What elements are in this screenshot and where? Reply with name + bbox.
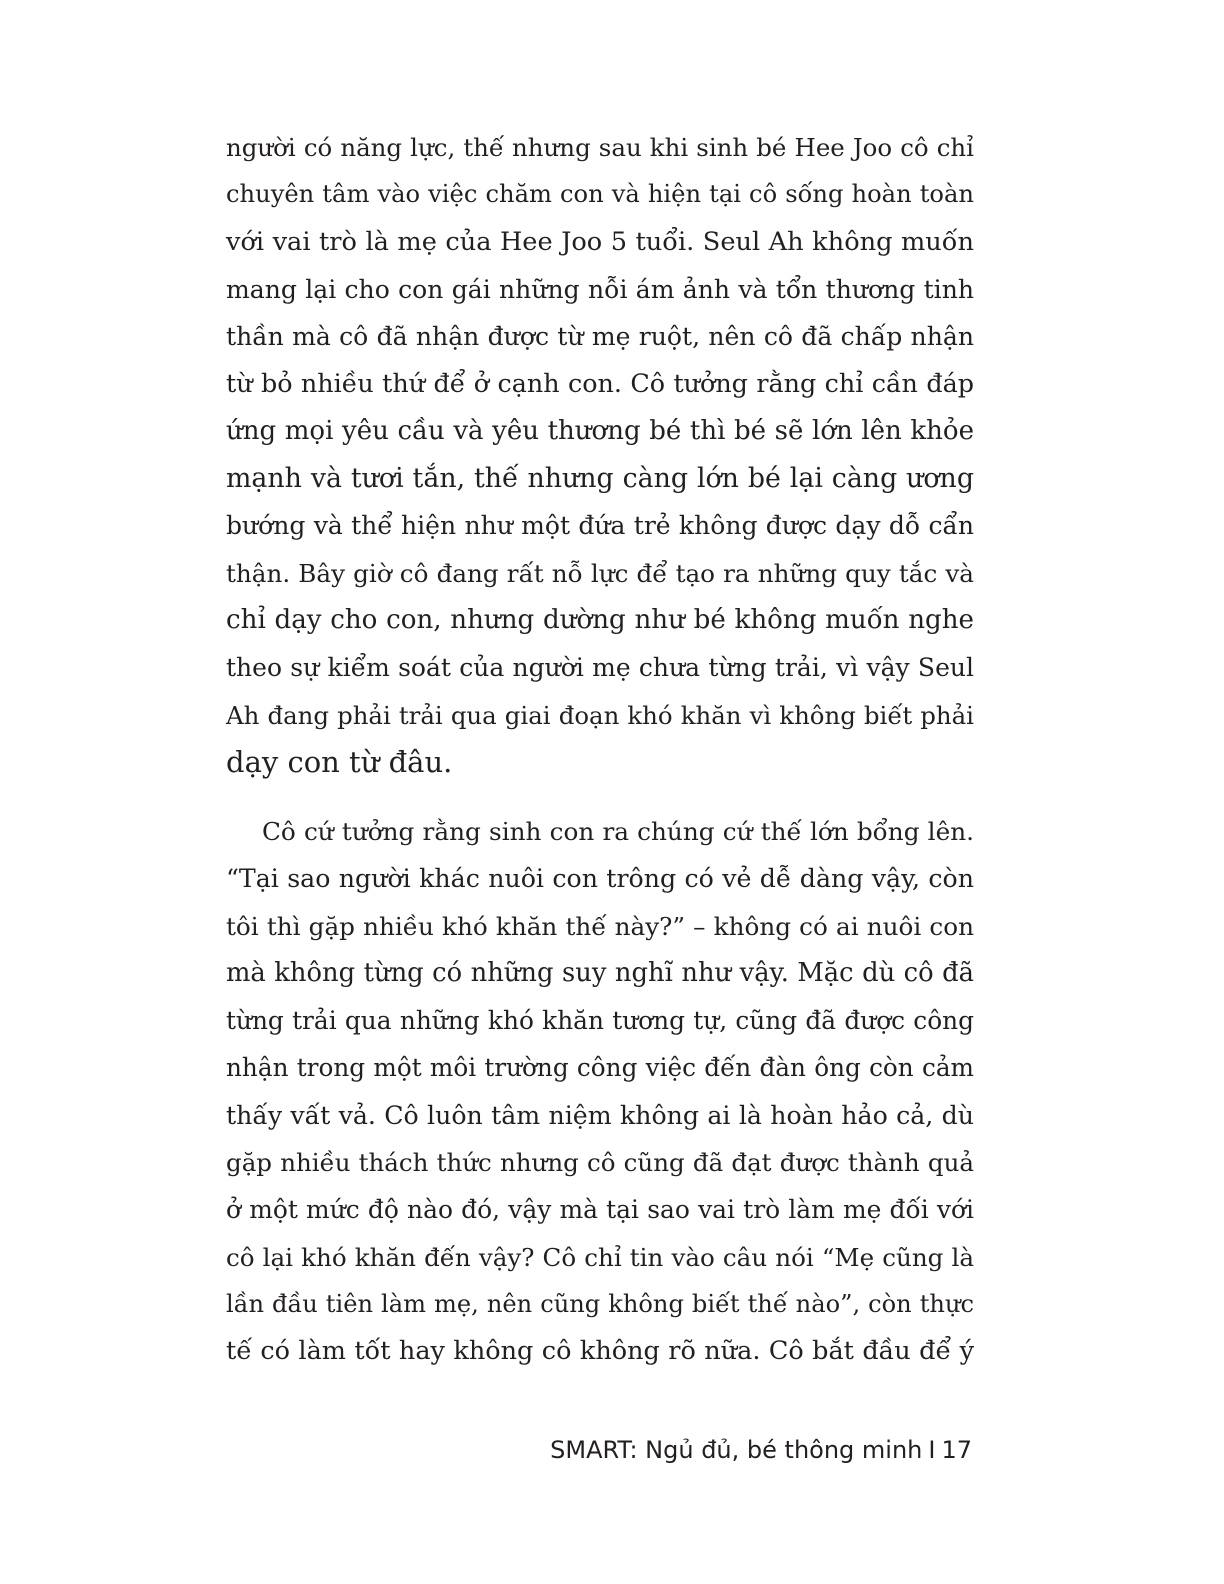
paragraph-2 xyxy=(226,808,974,1376)
text-line: cô lại khó khăn đến vậy? Cô chỉ tin vào câu nói “Mẹ cũng là xyxy=(226,1242,974,1272)
text-line: Ah đang phải trải qua giai đoạn khó khăn vì không biết phải xyxy=(226,700,974,730)
page-footer xyxy=(550,1432,972,1468)
text-line: theo sự kiểm soát của người mẹ chưa từng trải, vì vậy Seul xyxy=(226,653,974,683)
text-line: bướng và thể hiện như một đứa trẻ không được dạy dỗ cẩn xyxy=(226,511,974,541)
text-line: thận. Bây giờ cô đang rất nỗ lực để tạo ra những quy tắc và xyxy=(226,558,974,588)
footer-book-title: SMART: Ngủ đủ, bé thông minh xyxy=(550,1436,923,1464)
text-line: thần mà cô đã nhận được từ mẹ ruột, nên cô đã chấp nhận xyxy=(226,322,974,352)
text-line: chuyên tâm vào việc chăm con và hiện tại cô sống hoàn toàn xyxy=(226,180,974,209)
text-line: người có năng lực, thế nhưng sau khi sinh bé Hee Joo cô chỉ xyxy=(226,133,974,162)
text-line: Cô cứ tưởng rằng sinh con ra chúng cứ thế lớn bổng lên. xyxy=(262,817,974,846)
text-line: tế có làm tốt hay không cô không rõ nữa. Cô bắt đầu để ý xyxy=(226,1336,974,1367)
text-line: lần đầu tiên làm mẹ, nên cũng không biết thế nào”, còn thực xyxy=(226,1289,974,1318)
text-line: từ bỏ nhiều thứ để ở cạnh con. Cô tưởng rằng chỉ cần đáp xyxy=(226,368,974,399)
text-line: ở một mức độ nào đó, vậy mà tại sao vai trò làm mẹ đối với xyxy=(226,1195,974,1225)
footer-separator: I xyxy=(928,1436,936,1464)
text-line: với vai trò là mẹ của Hee Joo 5 tuổi. Seul Ah không muốn xyxy=(226,226,974,257)
text-line: dạy con từ đâu. xyxy=(226,744,453,779)
text-line: từng trải qua những khó khăn tương tự, cũng đã được công xyxy=(226,1006,974,1036)
text-line: mạnh và tươi tắn, thế nhưng càng lớn bé lại càng ương xyxy=(226,463,974,495)
text-line: thấy vất vả. Cô luôn tâm niệm không ai là hoàn hảo cả, dù xyxy=(226,1100,974,1130)
page-number: 17 xyxy=(941,1436,972,1464)
text-line: nhận trong một môi trường công việc đến đàn ông còn cảm xyxy=(226,1053,974,1083)
text-line: chỉ dạy cho con, nhưng dường như bé không muốn nghe xyxy=(226,604,974,635)
text-line: mà không từng có những suy nghĩ như vậy. Mặc dù cô đã xyxy=(226,957,974,988)
text-line: gặp nhiều thách thức nhưng cô cũng đã đạt được thành quả xyxy=(226,1148,974,1178)
text-line: ứng mọi yêu cầu và yêu thương bé thì bé sẽ lớn lên khỏe xyxy=(226,415,974,446)
paragraph-1 xyxy=(226,124,974,786)
text-line: tôi thì gặp nhiều khó khăn thế này?” – không có ai nuôi con xyxy=(226,911,974,941)
text-line: “Tại sao người khác nuôi con trông có vẻ dễ dàng vậy, còn xyxy=(226,864,974,894)
text-line: mang lại cho con gái những nỗi ám ảnh và tổn thương tinh xyxy=(226,274,974,304)
